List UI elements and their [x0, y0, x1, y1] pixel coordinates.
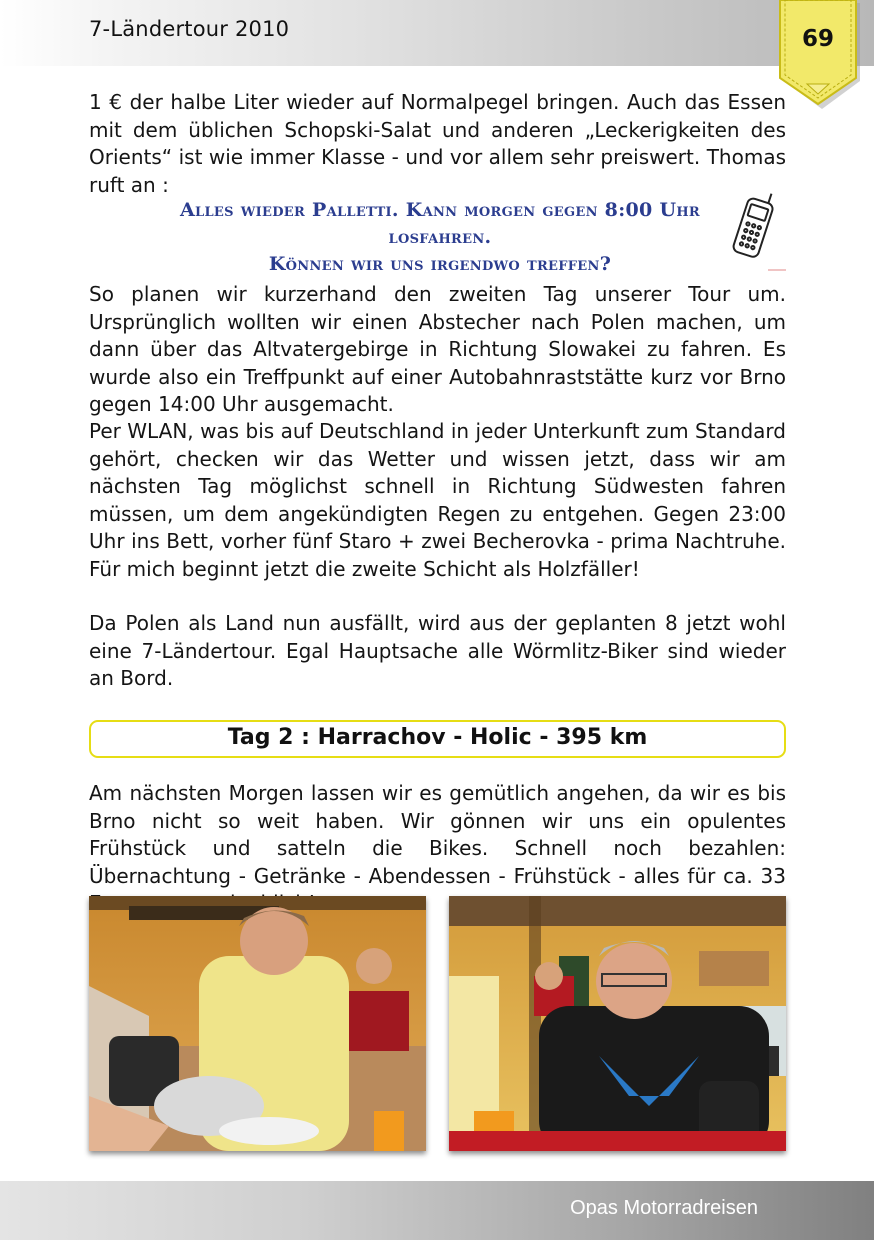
header-title: 7-Ländertour 2010: [89, 17, 290, 41]
page-footer: [0, 1181, 874, 1240]
paragraph-3: Per WLAN, was bis auf Deutschland in jeder Unterkunft zum Standard gehört, checken wir das Wetter und wissen jetzt, dass wir am nächsten Tag möglichst schnell in Richtung Südwesten fahren müssen, um dem angekündigten Regen zu entgehen. Gegen 23:00 Uhr ins Bett, vorher fünf Staro + zwei Becherovka - prima Nachtruhe. Für mich beginnt jetzt die zweite Schicht als Holzfäller!: [89, 419, 786, 581]
photo-breakfast-1: [89, 896, 426, 1151]
page-number-badge: [779, 0, 861, 110]
quote-line-1: Alles wieder Palletti. Kann morgen gegen 8:00 Uhr losfahren.: [179, 199, 701, 248]
photo-breakfast-1-image: [89, 896, 426, 1151]
photo-breakfast-2: [449, 896, 786, 1151]
page-number: 69: [801, 26, 834, 52]
paragraph-1: 1 € der halbe Liter wieder auf Normalpegel bringen. Auch das Essen mit dem üblichen Schopski-Salat und anderen „Leckerigkeiten des Orients“ ist wie immer Klasse - und vor allem sehr preiswert. Thomas ruft an :: [89, 90, 786, 197]
badge-shape: [779, 0, 861, 110]
decorative-mark: [768, 269, 786, 271]
paragraph-4: Da Polen als Land nun ausfällt, wird aus der geplanten 8 jetzt wohl eine 7-Ländertour. Egal Hauptsache alle Wörmlitz-Biker sind wieder an Bord.: [89, 611, 786, 690]
day-2-banner: [89, 720, 786, 758]
paragraph-2: So planen wir kurzerhand den zweiten Tag unserer Tour um. Ursprünglich wollten wir einen Abstecher nach Polen machen, um dann über das Altvatergebirge in Richtung Slowakei zu fahren. Es wurde also ein Treffpunkt auf einer Autobahnraststätte kurz vor Brno gegen 14:00 Uhr ausgemacht.: [89, 282, 786, 416]
photo-breakfast-2-image: [449, 896, 786, 1151]
sms-quote: [150, 197, 730, 278]
mobile-phone-icon: [722, 188, 786, 264]
footer-brand: Opas Motorradreisen: [570, 1197, 758, 1219]
quote-line-2: Können wir uns irgendwo treffen?: [268, 253, 612, 275]
paragraph-5: Am nächsten Morgen lassen wir es gemütlich angehen, da wir es bis Brno nicht so weit haben. Wir gönnen wir uns ein opulentes Frühstück und satteln die Bikes. Schnell noch bezahlen: Übernachtung - Getränke - Abendessen - Frühstück - alles für ca. 33: [89, 781, 786, 888]
page-header: [0, 0, 874, 66]
day-2-title: Tag 2 : Harrachov - Holic - 395 km: [227, 725, 648, 750]
